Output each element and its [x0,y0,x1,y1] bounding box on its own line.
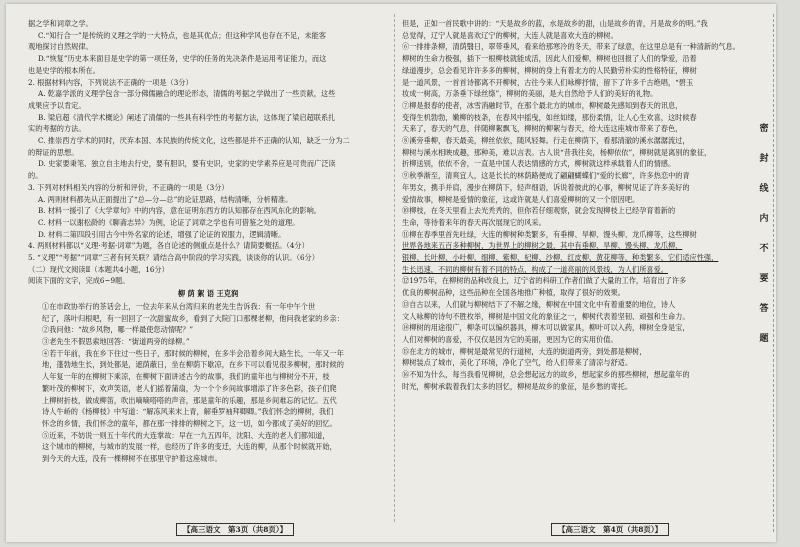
question-line: 5. “义理”“考据”“词章”三者有何关联？请结合高中阶段的学习实践，谈谈你的认识。（6分） [28,253,319,263]
question-line: D. 史家要秉笔、独立自主地去行史，要有胆识，要有史识，史家的史学素养应是可贵而广泛读 [38,159,336,169]
binding-char: 线 [759,184,769,194]
article-line: ⑮在北方的城市，柳树是最常见的行道树，大连的街道两旁，到处都是柳树， [402,346,647,356]
article-line: 妆成一树高，万条垂下绿丝绦”，柳树的美丽，是大自然给予人们的美好的礼物。 [402,89,658,99]
article-line: ⑩柳枝，在冬天里看上去光秃秃的，但你若仔细观察，就会发现柳枝上已经孕育着新的 [402,206,676,216]
article-line: 人年复一年的在柳树下乘凉，在柳树下面讲述古今的故事，我们的童年也与柳树分不开，枝 [42,372,330,382]
article-line: ⑨秋季渐至，清爽宜人，这是长长的林荫路便成了翩翩蝴蝶们“爱的长廊”，许多热恋中的青 [402,171,690,181]
article-line: ⑧溪旁垂柳，春天最美，柳丝依依，随风轻舞。行走在柳荫下，看那清澈的溪水潺潺流过， [402,136,690,146]
article-line: 折柳送别，依依不舍，一直是中国人表达情感的方式，柳树就这样承载着人们的情感。 [402,159,676,169]
question-line: 观地探讨自然规律。 [28,42,93,52]
binding-char: 不 [759,244,769,254]
question-line: 4. 两则材料都以“义理·考据·词章”为题，各自论述的侧重点是什么？请简要概括。（4分） [28,241,309,251]
binding-char: 内 [759,214,769,224]
question-line: 成果应予以肯定。 [28,100,86,110]
question-line: C.“知行合一”是传统的义理之学的一大特点，也是其优点；但这种学风也存在不足，未能客 [38,30,327,40]
article-line: 世界各地来五百多种柳树，为世界上的柳树之最，其中有垂柳、旱柳、馒头柳、龙爪柳、 [402,241,683,251]
article-line: 绿道漫步，总会看见许许多多的柳树，柳树的身上有着北方的人民勤劳朴实的性格特征，柳树 [402,65,697,75]
article-line: 柳树的生命力极强，插下一根柳枝就能成活，因此人们爱柳，柳树也回报了人们的挚爱，沿着 [402,54,697,64]
article-line: 纪了，落叶归根吧，有一回回了一次甜蜜故乡，看到了大院门口那棵老柳，他问我老家的乡亲： [42,313,344,323]
question-line: 阅读下面的文字，完成6~9题。 [28,276,130,286]
question-line: A. 乾嘉学派的义理学包含一部分佛儒融合的理论形态，清儒的考据之学做出了一些贡献，这些 [38,89,336,99]
article-line: 地，蓬勃地生长，到处都是，遮荫蔽日，坐在柳荫下歇凉，在乡下可以看见很多柳树，那时候的 [42,360,344,370]
article-line: ⑤近来，不妨说一则五十年代的大连掌故：早在一九五四年，沈阳、大连的老人们都知道， [42,430,330,440]
article-line: 生长迅速，不同的柳树有着不同的特点，构成了一道亮丽的风景线，为人们所喜爱。 [402,264,668,274]
question-line: 据之学和词章之学。 [28,19,93,28]
article-title: 柳 荫 絮 语 王克润 [177,289,239,299]
article-line: 优良的柳树品种，这些品种在全国各地推广种植，取得了很好的效果。 [402,288,625,298]
question-line: D. 材料二第四段引用古今中外名家的论述，增强了论证的说服力，逻辑清晰。 [38,229,286,239]
article-line: 繁叶茂的柳树下，欢声笑语，老人们摇着蒲扇，为一个个乡间故事增添了许多色彩，孩子们爬 [42,383,337,393]
question-line: C. 推崇西方学术的同时，厌弃本国、本民族的传统文化，这些都是并不正确的认知，缺乏一分为二 [38,136,350,146]
article-line: ③老先生不假思索地回答：“街道两旁的绿柳。” [42,336,190,346]
article-line: 诗人牛峤的《杨柳枝》中写道：“解冻风来末上青，解垂罗袖拜卿卿。”我们怀念的柳树，我们 [42,407,334,417]
article-line: 人们对柳树的喜爱，不仅仅是因为它的美丽，更因为它的实用价值。 [402,334,618,344]
article-line: 总觉得，辽宁人就是喜欢辽宁的柳树，大连人就是喜欢大连的柳树。 [402,30,618,40]
article-line: 变得生机勃勃，嫩柳的枝条，在春风中摇曳，如丝如缕，那份柔情，让人心生欢喜，这时候春 [402,112,697,122]
article-line: 怀念的乡情，我们怀念的童年，都在那一排排的柳树之下，这一切，如今都成了美好的回忆。 [42,418,337,428]
article-line: 生命，等待着来年的春天再次展现它的风采。 [402,217,546,227]
question-line: 2. 根据材料内容，下列说法不正确的一项是（3分） [28,77,193,87]
exam-sheet [6,4,776,542]
binding-char: 密 [759,124,769,134]
article-line: 柳树装点了城市，美化了环境，净化了空气，给人们带来了清凉与舒适。 [402,358,633,368]
question-line: 实的考据的方法。 [28,124,86,134]
question-line: 3. 下列对材料相关内容的分析和评价，不正确的一项是（3分） [28,182,229,192]
page-4 [402,18,758,518]
article-line: 上柳树折枝，做成柳笛，吹出嘀嘀嗒嗒的声音，那是童年的乐趣，那是乡间难忘的记忆。五代 [42,395,337,405]
article-line: 柳树与溪水相映成趣，那种美，难以言表。古人说“昔我往矣，杨柳依依”，柳树就是离别的象征， [402,147,712,157]
question-line: B. 材料一援引了《大学章句》中的内容，意在证明东西方的认知都存在西风东化的影响。 [38,206,321,216]
question-line: C. 材料一以谢松龄的《聊斋志异》为例，论证了词章之学也有可借鉴之处的道理。 [38,217,300,227]
article-line: ⑥一排排条柳，清荫翳日，翠带垂风，看来给那寒冷的冬天，带来了绿意，在这里总是有一种清新的气息。 [402,42,740,52]
article-line: 文人咏柳的诗句不胜枚举，柳树是中国文化的象征之一，柳树代表着坚韧、顽强和生命力。 [402,311,690,321]
article-line: 是一道风景，一首首诗都离不开柳树，古往今来人们咏柳抒情，留下了许多千古绝唱，“碧玉 [402,77,694,87]
question-line: 的辩证的思想。 [28,147,79,157]
question-line: B. 梁启超《清代学术概论》阐述了清儒的一些具有科学性的考据方法，这体现了梁启超联系扎 [38,112,336,122]
article-line: 但是，正如一首民歌中讲的：“天是故乡的蓝，水是故乡的甜，山是故乡的青，月是故乡的明。”我 [402,19,708,28]
article-line: 时光，柳树承载着我们太多的回忆，柳树是故乡的象征，是乡愁的寄托。 [402,381,633,391]
article-line: ①在市政协举行的茶话会上，一位去年来从台湾归来的老先生告诉我：有一年中午个世 [42,301,316,311]
article-line: 这个城市的柳树，与城市的发展一样，也经历了许多的变迁，大连的柳，从那个时候就开始， [42,442,337,452]
binding-char: 封 [759,154,769,164]
article-line: ⑯不知为什么，每当我看见柳树，总会想起远方的故乡，想起家乡的那些柳树，想起童年的 [402,370,690,380]
question-line: D.“恢复”历史本来面目是史学的第一项任务，史学的任务的先决条件是运用考证能力，而这 [38,54,327,64]
article-line: ⑦柳是报春的使者，冰雪消融时节，在那个最北方的城市，柳树最先感知到春天的讯息， [402,100,683,110]
article-line: ④若干年前，我在乡下住过一些日子，那时候的柳树，在多半会沿着乡间大路生长，一年又一年 [42,348,344,358]
binding-char: 答 [759,304,769,314]
binding-char: 题 [759,334,769,344]
question-line: （二）现代文阅读Ⅱ（本题共4小题，16分） [28,264,169,274]
question-line: 的。 [28,171,43,181]
article-line: ⑭柳树的用途很广，柳条可以编织器具，柳木可以做家具，柳叶可以入药，柳树全身是宝， [402,323,690,333]
article-line: ⑬自古以来，人们就与柳树结下了不解之缘，柳树在中国文化中有着重要的地位，诗人 [402,299,676,309]
binding-line [771,14,774,532]
question-line: A. 两则材料都先从正面提出了“总—分—总”的论证思路，结构清晰，分析精准。 [38,194,293,204]
question-line: 也是史学的根本所在。 [28,65,100,75]
article-line: 爱情故事，柳树是爱情的象征，这或许就是人们喜爱柳树的又一个原因吧。 [402,194,640,204]
article-line: 年男女，携手并肩，漫步在柳荫下，轻声细语，诉说着彼此的心事，柳树见证了许多美好的 [402,182,690,192]
page-3-footer: 【高三语文 第3页（共8页）】 [176,523,294,536]
page-3 [28,18,388,518]
page-divider [394,14,395,522]
article-line: ⑫1975年，在柳树的品种改良上，辽宁省的科研工作者们做了大量的工作，培育出了许多 [402,276,687,286]
article-line: ⑪柳在春季里首先吐绿，大连的柳树种类繁多，有垂柳、旱柳、馒头柳、龙爪柳等，这些柳树 [402,229,697,239]
article-line: 天来了，春天的气息，伴随柳絮飘飞，柳树的柳絮与春天，给大连这座城市带来了春色， [402,124,683,134]
article-line: ②我问他：“故乡风物，哪一样最使您动情呢？” [42,325,194,335]
binding-char: 要 [759,274,769,284]
binding-notice [758,114,770,354]
article-line: 银柳、长叶柳、小叶柳、细柳、紫柳、杞柳、沙柳、红皮柳、黄花柳等，种类繁多，它们适应性强， [402,253,719,263]
page-4-footer: 【高三语文 第4页（共8页）】 [551,523,669,536]
article-line: 到今天的大连，没有一棵柳树不在那里守护着这座城市。 [42,454,222,464]
